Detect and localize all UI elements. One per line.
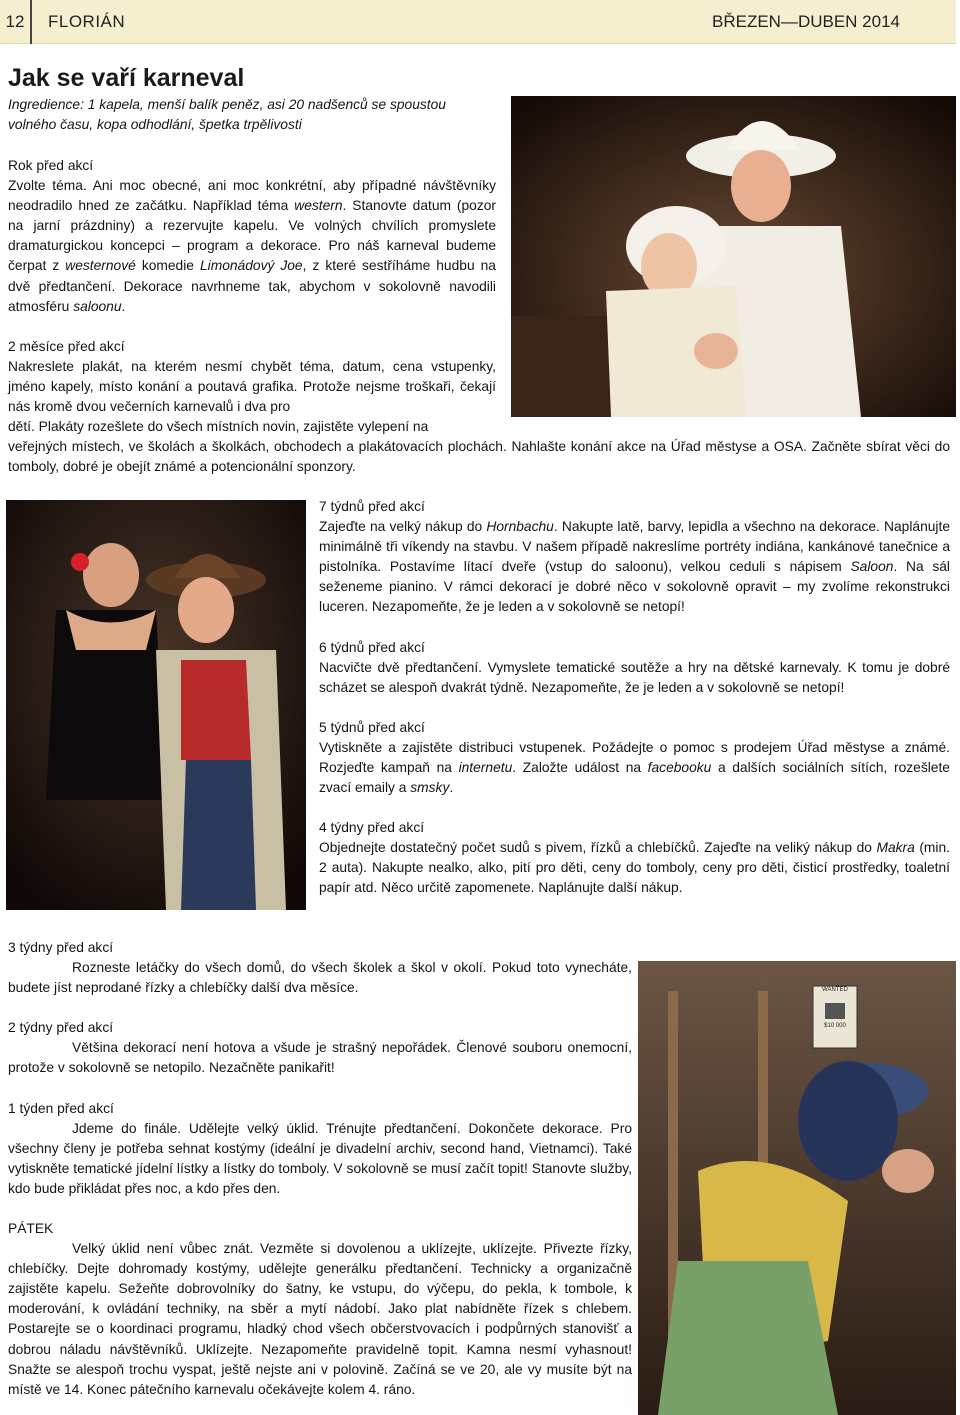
section-year	[8, 156, 496, 317]
section-2-months-continued: dětí. Plakáty rozešlete do všech místních novin, zajistěte vylepení na veřejných místech, ve školách a školkách, obchodech a plakátovacích plochách. Nahlašte konání akce na Úřad městyse a OSA. Začněte sbírat věci do tomboly, dobré je obejít známé a potencionální sponzory.	[8, 419, 950, 475]
section-body: Jdeme do finále. Udělejte velký úklid. Trénujte předtančení. Dokončete dekorace. Pro všechny členy je potřeba sehnat kostýmy (ideální je divadelní archiv, second hand, Vietnamci). Také vytiskněte tematické jídelní lístky a lístky do tomboly. V sokolovně se musí začít topit! Stanovte služby, kdo bude přikládat přes noc, a kdo přes den.	[8, 1121, 632, 1197]
section-7-weeks	[319, 497, 950, 618]
section-heading: 2 týdny před akcí	[8, 1020, 114, 1035]
section-2-months	[8, 337, 496, 417]
publication-name: FLORIÁN	[48, 12, 126, 31]
section-3-weeks	[8, 938, 632, 998]
section-4-weeks	[319, 818, 950, 898]
section-body: Zajeďte na velký nákup do Hornbachu. Nakupte latě, barvy, lepidla a všechno na dekorace. Naplánujte minimálně tři víkendy na stavbu. V našem případě nakreslíme portréty indiána, kankánové tanečnice a pistolníka. Postavíme lítací dveře (vstup do saloonu), velkou ceduli s nápisem Saloon. Na sál seženeme pianino. V rámci dekorací je dobré něco v sokolovně opravit – my zvolíme rekonstrukci luceren. Nezapomeňte, že je leden a v sokolovně se netopí!	[319, 519, 951, 615]
wanted-poster: WANTED $10 000	[822, 987, 848, 1029]
section-body: Nacvičte dvě předtančení. Vymyslete tematické soutěže a hry na dětské karnevaly. K tomu je dobré scházet se alespoň dvakrát týdně. Nezapomeňte, že je leden a v sokolovně se netopí!	[319, 660, 950, 696]
section-body: Většina dekorací není hotova a všude je strašný nepořádek. Členové souboru onemocní, protože v sokolovně se netopilo. Nezačněte panikařit!	[8, 1040, 632, 1076]
section-friday	[8, 1219, 632, 1400]
article-title: Jak se vaří karneval	[8, 64, 245, 92]
section-heading: 3 týdny před akcí	[8, 940, 114, 955]
section-6-weeks	[319, 638, 950, 698]
photo-western-couple	[511, 96, 956, 417]
section-heading: 1 týden před akcí	[8, 1101, 114, 1116]
photo-dancing-cowboys	[6, 500, 306, 910]
photo-dance-dip	[638, 961, 956, 1415]
section-body: Vytiskněte a zajistěte distribuci vstupenek. Požádejte o pomoc s prodejem Úřad městyse a známé. Rozjeďte kampaň na internetu. Založte událost na facebooku a dalších sociálních sítích, rozešlete zvací emaily a smsky.	[319, 740, 950, 796]
intro-line-1: Ingredience: 1 kapela, menší balík peněz, asi 20 nadšenců se spoustou	[8, 97, 446, 112]
section-2-weeks	[8, 1018, 632, 1078]
section-heading: 7 týdnů před akcí	[319, 499, 425, 514]
issue-date: BŘEZEN—DUBEN 2014	[711, 12, 900, 31]
section-heading: PÁTEK	[8, 1221, 54, 1236]
intro-line-2: volného času, kopa odhodlání, špetka trpělivosti	[8, 117, 302, 133]
section-body: Nakreslete plakát, na kterém nesmí chybět téma, datum, cena vstupenky, jméno kapely, místo konání a poutavá grafika. Protože nejsme troškaři, čekají nás kromě dvou večerních karnevalů i dva pro	[8, 359, 496, 415]
page-number: 12	[0, 0, 32, 44]
section-heading: 2 měsíce před akcí	[8, 339, 125, 354]
section-body: Objednejte dostatečný počet sudů s pivem, řízků a chlebíčků. Zajeďte na veliký nákup do Makra (min. 2 auta). Nakupte nealko, alko, pití pro děti, ceny do tomboly, ceny pro děti, čisticí prostředky, toaletní papír atd. Něco určitě zapomenete. Naplánujte další nákup.	[319, 840, 950, 896]
section-body: Rozneste letáčky do všech domů, do všech školek a škol v okolí. Pokud toto vynecháte, budete jíst neprodané řízky a chlebíčky další dva měsíce.	[8, 960, 632, 996]
section-1-week	[8, 1099, 632, 1199]
article-intro	[8, 95, 508, 135]
section-heading: Rok před akcí	[8, 158, 94, 173]
page-header	[0, 0, 956, 44]
section-heading: 5 týdnů před akcí	[319, 720, 425, 735]
section-heading: 4 týdny před akcí	[319, 820, 425, 835]
section-heading: 6 týdnů před akcí	[319, 640, 425, 655]
section-5-weeks	[319, 718, 950, 798]
section-body: Velký úklid není vůbec znát. Vezměte si dovolenou a uklízejte, uklízejte. Přivezte řízky, chlebíčky. Dejte dohromady kostýmy, udělejte generálku předtančení. Technicky a organizačně zajistěte kapelu. Sežeňte dobrovolníky do šatny, ke vstupu, do výčepu, do pekla, k tombole, k moderování, k ovládání techniky, na sběr a mytí nádobí. Jako plat nabídněte řízek s chlebem. Postarejte se o koordinaci programu, hladký chod všech občerstvovacích i podpůrných stanovišť a dobrou náladu návštěvníků. Uklízejte. Nezapomeňte pravidelně topit. Kamna nesmí vyhasnout! Snažte se alespoň trochu vyspat, ještě nejste ani v polovině. Začíná se ve 20, ale vy musíte být na místě ve 14. Konec pátečního karnevalu očekávejte kolem 4. ráno.	[8, 1241, 632, 1397]
section-body: Zvolte téma. Ani moc obecné, ani moc konkrétní, aby případné návštěvníky neodradilo hned ze začátku. Například téma western. Stanovte datum (pozor na jarní prázdniny) a rezervujte kapelu. Ve volných chvílích promyslete dramaturgickou koncepci – program a dekorace. Pro náš karneval budeme čerpat z westernové komedie Limonádový Joe, z které sestříháme hudbu na dvě předtančení. Dekorace navrhneme tak, abychom v sokolovně navodili atmosféru saloonu.	[8, 178, 497, 314]
